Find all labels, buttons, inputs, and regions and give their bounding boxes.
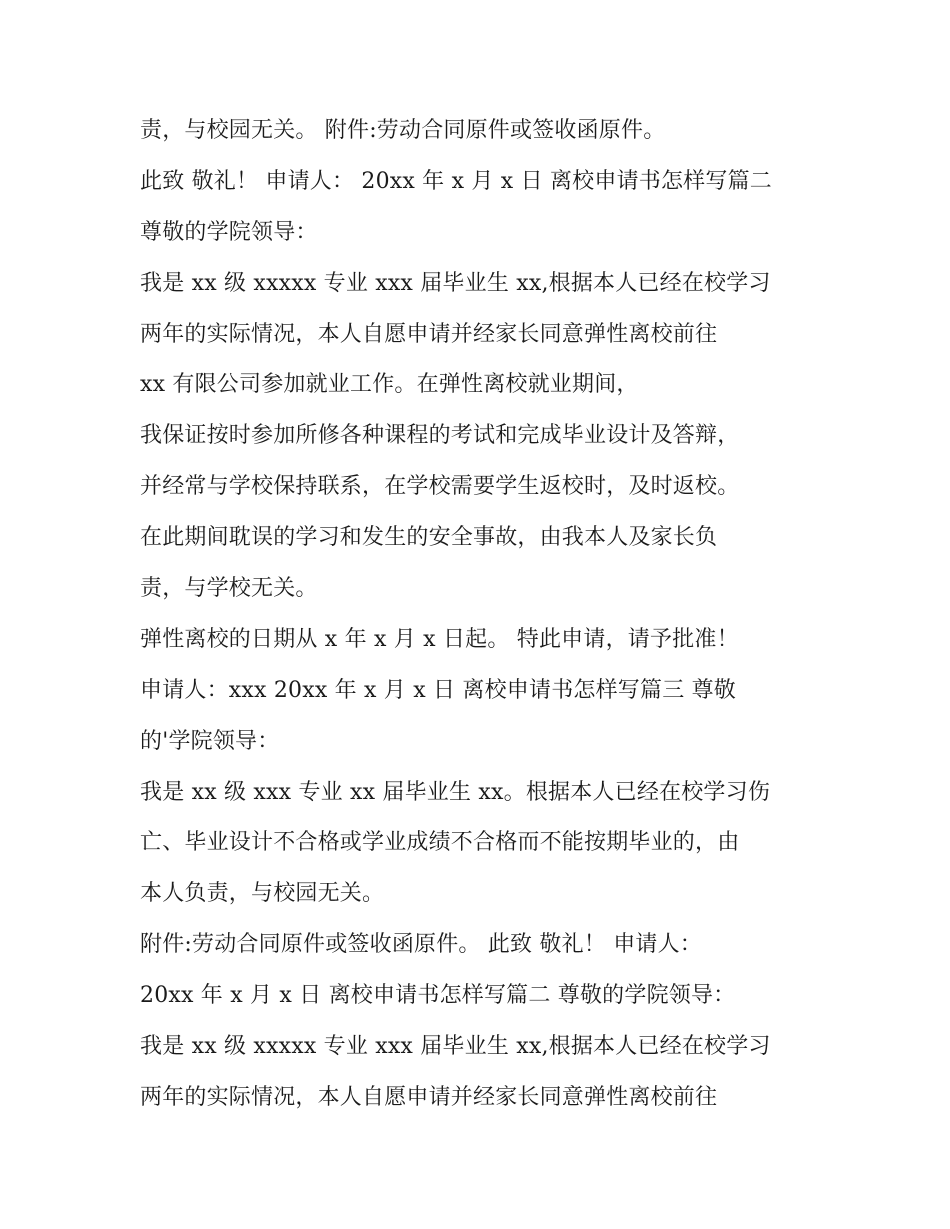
text-line: 我保证按时参加所修各种课程的考试和完成毕业设计及答辩， [140,423,740,449]
text-line: 尊敬的学院领导： [140,219,318,245]
text-line: 附件:劳动合同原件或签收函原件。 此致 敬礼！ 申请人： [140,932,702,958]
text-line: 两年的实际情况，本人自愿申请并经家长同意弹性离校前往 [140,1084,718,1110]
text-line: 弹性离校的日期从 x 年 x 月 x 日起。 特此申请，请予批准！ [140,626,739,652]
text-line: 本人负责，与校园无关。 [140,881,385,907]
text-line: 申请人：xxx 20xx 年 x 月 x 日 离校申请书怎样写篇三 尊敬 [140,677,736,703]
text-line: 我是 xx 级 xxx 专业 xx 届毕业生 xx。根据本人已经在校学习伤 [140,779,771,805]
text-line: 我是 xx 级 xxxxx 专业 xxx 届毕业生 xx,根据本人已经在校学习 [140,1034,771,1060]
text-line: 责，与校园无关。 附件:劳动合同原件或签收函原件。 [140,118,666,143]
text-line: 的'学院领导： [140,728,280,754]
text-line: 两年的实际情况，本人自愿申请并经家长同意弹性离校前往 [140,321,718,347]
document-body [140,106,840,1124]
text-line: 责，与学校无关。 [140,576,318,602]
text-line: 我是 xx 级 xxxxx 专业 xxx 届毕业生 xx,根据本人已经在校学习 [140,270,771,296]
text-line: 亡、毕业设计不合格或学业成绩不合格而不能按期毕业的，由 [140,830,740,856]
text-line: 在此期间耽误的学习和发生的安全事故，由我本人及家长负 [140,525,718,551]
text-line: 此致 敬礼！ 申请人： 20xx 年 x 月 x 日 离校申请书怎样写篇二 [140,168,772,194]
text-line: 并经常与学校保持联系，在学校需要学生返校时，及时返校。 [140,474,740,500]
text-line: xx 有限公司参加就业工作。在弹性离校就业期间， [140,372,639,398]
text-line: 20xx 年 x 月 x 日 离校申请书怎样写篇二 尊敬的学院领导： [140,983,736,1009]
